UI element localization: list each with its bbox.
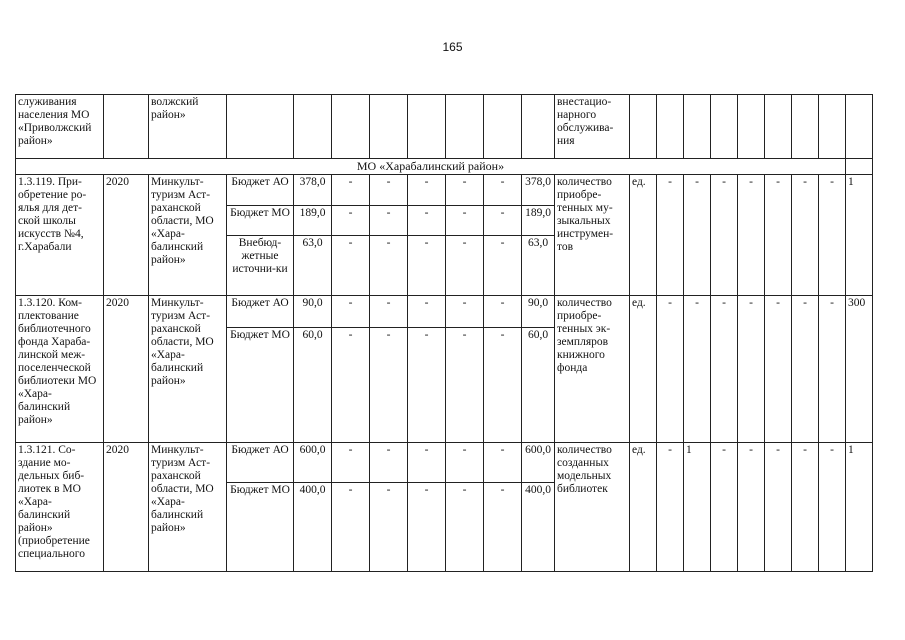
item-unit: ед.	[630, 443, 657, 572]
program-table	[15, 94, 873, 572]
total: 378,0	[522, 175, 555, 206]
amount: 600,0	[294, 443, 332, 483]
funding-source: Бюджет АО	[227, 443, 294, 483]
amount: 378,0	[294, 175, 332, 206]
target-value: 1	[846, 443, 873, 572]
amount: 189,0	[294, 206, 332, 236]
item-executor: Минкульт-туризм Аст-раханской области, МО «Хара-балинский район»	[149, 175, 227, 296]
total: 60,0	[522, 328, 555, 443]
target-value: 1	[846, 175, 873, 296]
funding-source: Бюджет МО	[227, 483, 294, 572]
header-name: служивания населения МО «Приволжский район»	[16, 95, 104, 159]
header-executor: волжский район»	[149, 95, 227, 159]
funding-source: Бюджет АО	[227, 296, 294, 328]
amount: 90,0	[294, 296, 332, 328]
page-number: 165	[442, 40, 463, 54]
table-row: Бюджет МО 60,0 - - - - - 60,0	[16, 328, 873, 443]
item-unit: ед.	[630, 296, 657, 443]
item-executor: Минкульт-туризм Аст-раханской области, МО «Хара-балинский район»	[149, 443, 227, 572]
funding-source: Бюджет АО	[227, 175, 294, 206]
funding-source: Бюджет МО	[227, 206, 294, 236]
table-row: Бюджет МО 189,0 - - - - - 189,0	[16, 206, 873, 236]
item-year: 2020	[104, 443, 149, 572]
funding-source: Внебюд-жетные источни-ки	[227, 236, 294, 296]
amount: 400,0	[294, 483, 332, 572]
item-name: 1.3.120. Ком-плектование библиотечного фонда Хараба-линской меж-поселенческой библиотеки МО «Хара-балинский район»	[16, 296, 104, 443]
item-executor: Минкульт-туризм Аст-раханской области, МО «Хара-балинский район»	[149, 296, 227, 443]
item-unit: ед.	[630, 175, 657, 296]
amount: 60,0	[294, 328, 332, 443]
total: 90,0	[522, 296, 555, 328]
table-row: 1.3.121. Со-здание мо-дельных биб-лиотек в МО «Хара-балинский район» (приобретение специального 2020 Минкульт-туризм Аст-раханской области, МО «Хара-балинский район» Бюджет АО 600,0 - - - - - 600,0 количество созданных модельных библиотек ед. - 1 - - - - - 1	[16, 443, 873, 483]
table-row: 1.3.119. При-обретение ро-ялья для дет-ской школы искусств №4, г.Харабали 2020 Минкульт-туризм Аст-раханской области, МО «Хара-балинский район» Бюджет АО 378,0 - - - - - 378,0 количество приобре-тенных му-зыкальных инструмен-тов ед. - - - - - - - 1	[16, 175, 873, 206]
item-indicator: количество приобре-тенных эк-земпляров книжного фонда	[555, 296, 630, 443]
total: 189,0	[522, 206, 555, 236]
table-row: Бюджет МО 400,0 - - - - - 400,0	[16, 483, 873, 572]
item-name: 1.3.119. При-обретение ро-ялья для дет-ской школы искусств №4, г.Харабали	[16, 175, 104, 296]
item-year: 2020	[104, 175, 149, 296]
total: 400,0	[522, 483, 555, 572]
header-row	[16, 95, 873, 159]
total: 63,0	[522, 236, 555, 296]
target-value: 300	[846, 296, 873, 443]
item-year: 2020	[104, 296, 149, 443]
item-indicator: количество созданных модельных библиотек	[555, 443, 630, 572]
table-row: 1.3.120. Ком-плектование библиотечного фонда Хараба-линской меж-поселенческой библиотеки МО «Хара-балинский район» 2020 Минкульт-туризм Аст-раханской области, МО «Хара-балинский район» Бюджет АО 90,0 - - - - - 90,0 количество приобре-тенных эк-земпляров книжного фонда ед. - - - - - - - 300	[16, 296, 873, 328]
header-indicator: внестацио-нарного обслужива-ния	[555, 95, 630, 159]
funding-source: Бюджет МО	[227, 328, 294, 443]
item-name: 1.3.121. Со-здание мо-дельных биб-лиотек в МО «Хара-балинский район» (приобретение специального	[16, 443, 104, 572]
section-row	[16, 159, 873, 175]
amount: 63,0	[294, 236, 332, 296]
section-title: МО «Харабалинский район»	[16, 159, 846, 175]
total: 600,0	[522, 443, 555, 483]
item-indicator: количество приобре-тенных му-зыкальных инструмен-тов	[555, 175, 630, 296]
table-row: Внебюд-жетные источни-ки 63,0 - - - - - 63,0	[16, 236, 873, 296]
